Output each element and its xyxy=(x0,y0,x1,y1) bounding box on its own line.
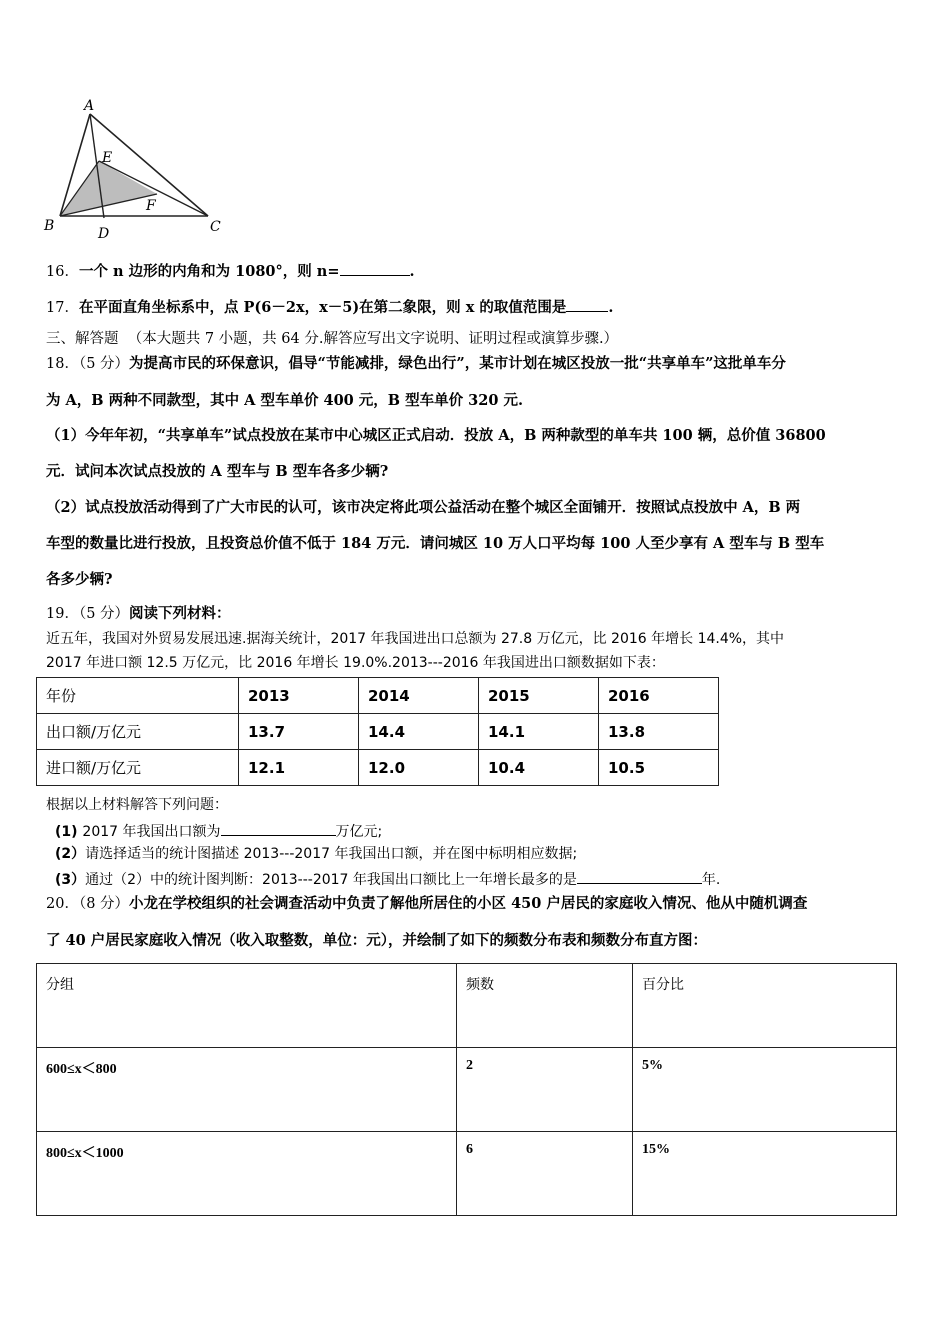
answer-blank[interactable] xyxy=(577,869,702,884)
svg-text:B: B xyxy=(44,218,55,234)
triangle-figure xyxy=(40,92,230,238)
question-17: 17．在平面直角坐标系中，点 P(6－2x，x－5)在第二象限，则 x 的取值范围是 . xyxy=(46,299,614,316)
sub-label: (1) xyxy=(55,824,78,840)
svg-text:C: C xyxy=(210,219,221,235)
question-number: 17． xyxy=(46,300,79,316)
question-number: 19． xyxy=(46,606,79,622)
table-row xyxy=(37,1048,897,1132)
table-header-row xyxy=(37,678,719,714)
question-19-header: 19．（5 分）阅读下列材料： xyxy=(46,605,231,622)
answer-blank[interactable] xyxy=(340,261,410,276)
table-cell: 2 xyxy=(457,1048,633,1132)
table-cell: 12.0 xyxy=(359,750,479,786)
question-18-line-7: 各多少辆? xyxy=(46,571,113,588)
table-cell: 10.4 xyxy=(479,750,599,786)
answer-blank[interactable] xyxy=(566,297,608,312)
table-cell: 600≤x＜800 xyxy=(37,1048,457,1132)
question-18-line-4: 元．试问本次试点投放的 A 型车与 B 型车各多少辆? xyxy=(46,463,389,480)
question-number: 18． xyxy=(46,356,79,372)
table-cell: 分组 xyxy=(37,964,457,1048)
question-score: （5 分） xyxy=(78,606,130,622)
trade-data-table xyxy=(36,677,719,786)
table-cell: 频数 xyxy=(457,964,633,1048)
question-text: 在平面直角坐标系中，点 P(6－2x，x－5)在第二象限，则 x 的取值范围是 xyxy=(78,299,567,316)
table-cell: 2014 xyxy=(359,678,479,714)
question-18-part-2: （2）试点投放活动得到了广大市民的认可，该市决定将此项公益活动在整个城区全面铺开．按照试点投放中 A，B 两 xyxy=(46,499,801,516)
table-cell: 出口额/万亿元 xyxy=(37,714,239,750)
triangle-diagram-icon xyxy=(40,92,230,238)
question-18-line-2: 为 A，B 两种不同款型，其中 A 型车单价 400 元，B 型车单价 320 元. xyxy=(46,392,524,409)
question-20-line-2: 了 40 户居民家庭收入情况（收入取整数，单位：元），并绘制了如下的频数分布表和频数分布直方图： xyxy=(46,932,708,949)
svg-text:E: E xyxy=(102,150,113,166)
table-cell: 年份 xyxy=(37,678,239,714)
table-cell: 15% xyxy=(633,1132,897,1216)
table-cell: 12.1 xyxy=(239,750,359,786)
table-row xyxy=(37,750,719,786)
question-20-line-1: 20．（8 分）小龙在学校组织的社会调查活动中负责了解他所居住的小区 450 户居民的家庭收入情况、他从中随机调查 xyxy=(46,895,808,912)
table-cell: 14.4 xyxy=(359,714,479,750)
sub-label: (2） xyxy=(55,846,86,862)
table-header-row xyxy=(37,964,897,1048)
material-line-2: 2017 年进口额 12.5 万亿元，比 2016 年增长 19.0%.2013---2016 年我国进出口额数据如下表： xyxy=(46,655,665,671)
table-cell: 6 xyxy=(457,1132,633,1216)
table-cell: 13.7 xyxy=(239,714,359,750)
table-row xyxy=(37,714,719,750)
question-text: 一个 n 边形的内角和为 1080°，则 n= xyxy=(78,263,340,280)
table-cell: 百分比 xyxy=(633,964,897,1048)
table-cell: 10.5 xyxy=(599,750,719,786)
table-cell: 2016 xyxy=(599,678,719,714)
svg-text:D: D xyxy=(98,226,110,238)
sub-label: (3） xyxy=(55,872,86,888)
material-line-1: 近五年，我国对外贸易发展迅速.据海关统计，2017 年我国进出口总额为 27.8 万亿元，比 2016 年增长 14.4%，其中 xyxy=(46,631,785,647)
sub-question-1: (1) 2017 年我国出口额为 万亿元; xyxy=(55,821,382,841)
sub-question-2: (2）请选择适当的统计图描述 2013---2017 年我国出口额，并在图中标明相应数据; xyxy=(55,846,578,862)
table-cell: 5% xyxy=(633,1048,897,1132)
svg-text:A: A xyxy=(84,98,95,114)
table-cell: 2015 xyxy=(479,678,599,714)
frequency-table xyxy=(36,963,897,1216)
answer-blank[interactable] xyxy=(221,821,336,836)
section-header xyxy=(46,330,618,348)
table-row xyxy=(37,1132,897,1216)
question-number: 20． xyxy=(46,896,79,912)
question-18-line-6: 车型的数量比进行投放，且投资总价值不低于 184 万元．请问城区 10 万人口平均每 100 人至少享有 A 型车与 B 型车 xyxy=(46,535,825,552)
table-cell: 13.8 xyxy=(599,714,719,750)
table-cell: 14.1 xyxy=(479,714,599,750)
question-score: （8 分） xyxy=(78,896,130,912)
section-title: 三、解答题 xyxy=(46,331,119,347)
table-cell: 进口额/万亿元 xyxy=(37,750,239,786)
question-prompt: 根据以上材料解答下列问题： xyxy=(46,797,228,813)
table-cell: 2013 xyxy=(239,678,359,714)
question-score: （5 分） xyxy=(78,356,130,372)
section-note: （本大题共 7 小题，共 64 分.解答应写出文字说明、证明过程或演算步骤.） xyxy=(127,331,619,347)
table-cell: 800≤x＜1000 xyxy=(37,1132,457,1216)
question-number: 16． xyxy=(46,264,79,280)
question-18-part-1: （1）今年年初，“共享单车”试点投放在某市中心城区正式启动．投放 A，B 两种款型的单车共 100 辆，总价值 36800 xyxy=(46,427,826,444)
question-18-line-1: 18．（5 分）为提高市民的环保意识，倡导“节能减排，绿色出行”，某市计划在城区投放一批“共享单车”这批单车分 xyxy=(46,355,786,372)
sub-question-3: (3）通过（2）中的统计图判断：2013---2017 年我国出口额比上一年增长最多的是 年. xyxy=(55,869,720,889)
question-16: 16．一个 n 边形的内角和为 1080°，则 n= . xyxy=(46,263,415,280)
svg-text:F: F xyxy=(146,198,156,214)
